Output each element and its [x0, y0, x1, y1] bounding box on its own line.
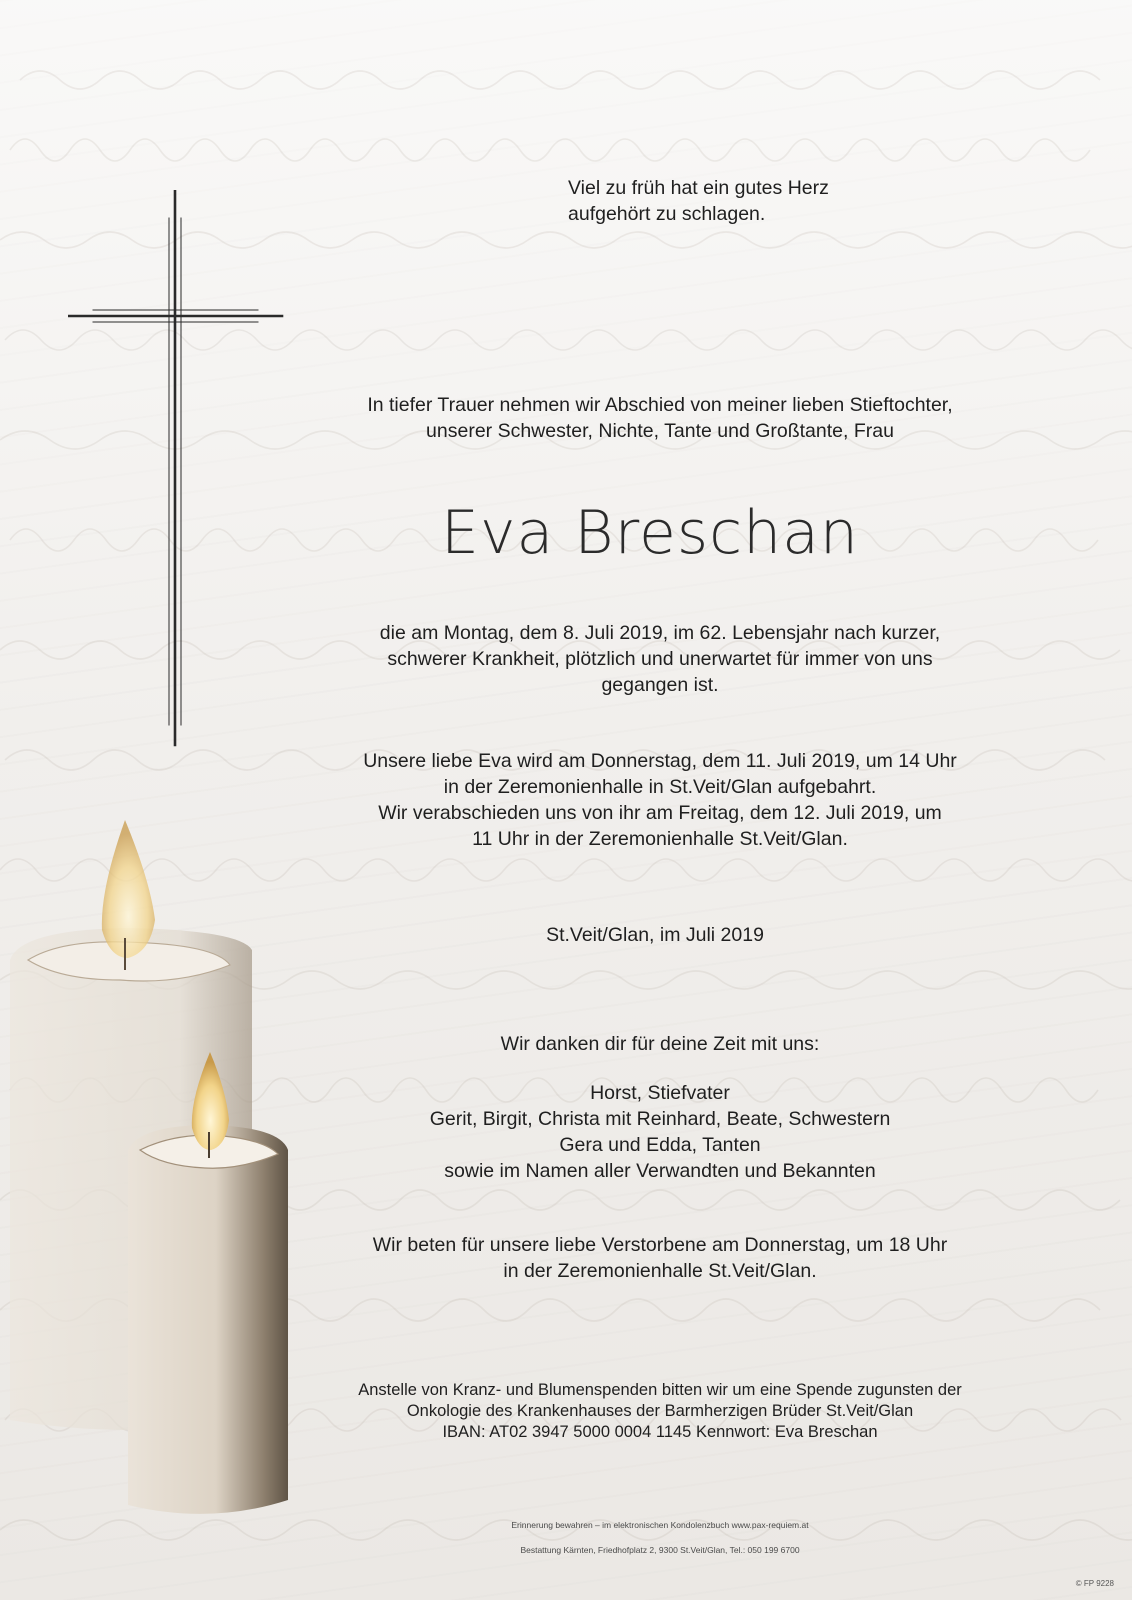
mourner-line-3: Gera und Edda, Tanten — [559, 1134, 761, 1156]
thanks-heading: Wir danken dir für deine Zeit mit uns: — [500, 1033, 820, 1055]
deceased-name: Eva Breschan — [441, 498, 859, 568]
funeral-details — [300, 748, 1020, 852]
prayer-notice — [300, 1232, 1020, 1284]
donation-line-2: Onkologie des Krankenhauses der Barmherzigen Brüder St.Veit/Glan — [406, 1402, 914, 1420]
funeral-line-4: 11 Uhr in der Zeremonienhalle St.Veit/Glan. — [472, 828, 848, 850]
quote — [568, 175, 829, 227]
intro-text — [300, 392, 1020, 444]
place-date: St.Veit/Glan, im Juli 2019 — [546, 924, 764, 946]
funeral-line-2: in der Zeremonienhalle in St.Veit/Glan aufgebahrt. — [443, 776, 877, 798]
death-notice-line-3: gegangen ist. — [601, 674, 719, 696]
quote-line-2: aufgehört zu schlagen. — [568, 203, 766, 225]
prayer-line-2: in der Zeremonienhalle St.Veit/Glan. — [503, 1260, 817, 1282]
mourner-line-4: sowie im Namen aller Verwandten und Bekannten — [444, 1160, 876, 1182]
mourners-list — [300, 1080, 1020, 1184]
intro-line-1: In tiefer Trauer nehmen wir Abschied von meiner lieben Stieftochter, — [367, 394, 953, 416]
prayer-line-1: Wir beten für unsere liebe Verstorbene am Donnerstag, um 18 Uhr — [372, 1234, 948, 1256]
donation-line-3: IBAN: AT02 3947 5000 0004 1145 Kennwort: Eva Breschan — [442, 1423, 878, 1441]
funeral-line-1: Unsere liebe Eva wird am Donnerstag, dem 11. Juli 2019, um 14 Uhr — [363, 750, 957, 772]
intro-line-2: unserer Schwester, Nichte, Tante und Großtante, Frau — [426, 420, 894, 442]
death-notice — [300, 620, 1020, 698]
footer-condolence: Erinnerung bewahren – im elektronischen Kondolenzbuch www.pax-requiem.at — [511, 1520, 809, 1530]
quote-line-1: Viel zu früh hat ein gutes Herz — [568, 177, 829, 199]
donation-notice — [300, 1380, 1020, 1443]
footer-undertaker: Bestattung Kärnten, Friedhofplatz 2, 9300 St.Veit/Glan, Tel.: 050 199 6700 — [520, 1545, 800, 1555]
donation-line-1: Anstelle von Kranz- und Blumenspenden bitten wir um eine Spende zugunsten der — [358, 1381, 962, 1399]
candles-illustration — [0, 820, 300, 1540]
death-notice-line-1: die am Montag, dem 8. Juli 2019, im 62. Lebensjahr nach kurzer, — [379, 622, 941, 644]
print-code: © FP 9228 — [1075, 1579, 1114, 1588]
funeral-line-3: Wir verabschieden uns von ihr am Freitag, dem 12. Juli 2019, um — [378, 802, 942, 824]
mourner-line-1: Horst, Stiefvater — [590, 1082, 730, 1104]
cross-icon — [68, 190, 288, 760]
mourner-line-2: Gerit, Birgit, Christa mit Reinhard, Beate, Schwestern — [429, 1108, 891, 1130]
death-notice-line-2: schwerer Krankheit, plötzlich und unerwartet für immer von uns — [387, 648, 933, 670]
